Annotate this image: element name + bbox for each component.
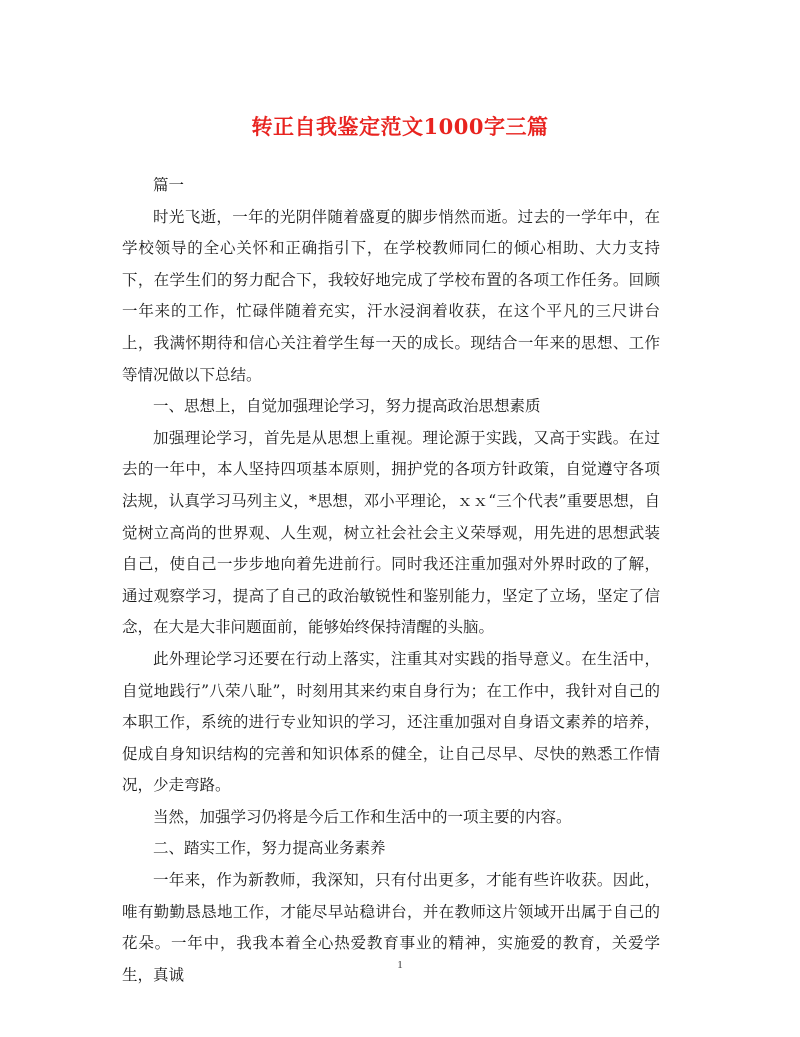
section-heading: 一、思想上，自觉加强理论学习，努力提高政治思想素质 (153, 397, 541, 416)
document-body (122, 170, 660, 991)
page-number: 1 (397, 959, 403, 971)
paragraph: 时光飞逝，一年的光阴伴随着盛夏的脚步悄然而逝。过去的一学年中，在学校领导的全心关怀和正确指引下，在学校教师同仁的倾心相助、大力支持下，在学生们的努力配合下，我较好地完成了学校布置的各项工作任务。回顾一年来的工作，忙碌伴随着充实，汗水浸润着收获，在这个平凡的三尺讲台上，我满怀期待和信心关注着学生每一天的成长。现结合一年来的思想、工作等情况做以下总结。 (122, 207, 660, 384)
section-heading: 二、踏实工作，努力提高业务素养 (153, 839, 386, 858)
paragraph: 一年来，作为新教师，我深知，只有付出更多，才能有些许收获。因此，唯有勤勤恳恳地工作，才能尽早站稳讲台，并在教师这片领域开出属于自己的花朵。一年中，我我本着全心热爱教育事业的精神，实施爱的教育，关爱学生，真诚 (122, 871, 660, 984)
paragraph: 加强理论学习，首先是从思想上重视。理论源于实践，又高于实践。在过去的一年中，本人坚持四项基本原则，拥护党的各项方针政策，自觉遵守各项法规，认真学习马列主义，*思想，邓小平理论，ｘｘ“三个代表”重要思想，自觉树立高尚的世界观、人生观，树立社会社会主义荣辱观，用先进的思想武装自己，使自己一步步地向着先进前行。同时我还注重加强对外界时政的了解，通过观察学习，提高了自己的政治敏锐性和鉴别能力，坚定了立场，坚定了信念，在大是大非问题面前，能够始终保持清醒的头脑。 (122, 428, 660, 637)
paragraph: 此外理论学习还要在行动上落实，注重其对实践的指导意义。在生活中，自觉地践行”八荣八耻”，时刻用其来约束自身行为；在工作中，我针对自己的本职工作，系统的进行专业知识的学习，还注重加强对自身语文素养的培养，促成自身知识结构的完善和知识体系的健全，让自己尽早、尽快的熟悉工作情况，少走弯路。 (122, 649, 660, 795)
paragraph: 当然，加强学习仍将是今后工作和生活中的一项主要的内容。 (153, 807, 572, 826)
section-label: 篇一 (153, 176, 185, 194)
document-title: 转正自我鉴定范文1000字三篇 (251, 114, 549, 139)
